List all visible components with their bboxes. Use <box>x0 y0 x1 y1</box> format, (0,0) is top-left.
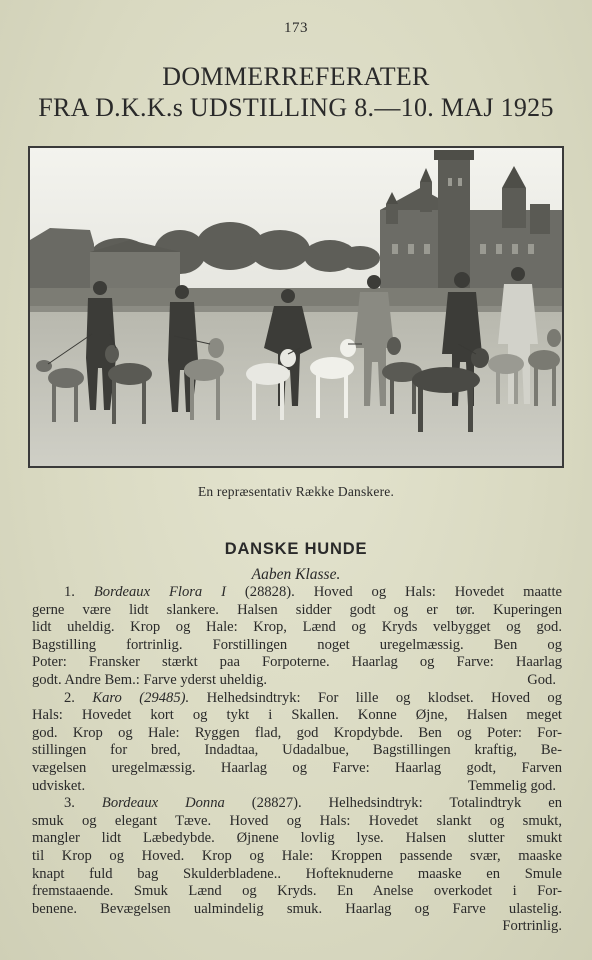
entry-2-first-line: 2. Karo (29485). Helhedsindtryk: For lille og klodset. Hoved og <box>64 689 562 706</box>
entry-1-first-line: 1. Bordeaux Flora I (28828). Hoved og Hals: Hovedet maatte <box>64 584 562 600</box>
entry-1-verdict: God. <box>527 671 556 688</box>
photo-caption: En repræsentativ Række Danskere. <box>197 484 395 499</box>
class-heading: Aaben Klasse. <box>251 566 341 583</box>
entry-2-verdict: Temmelig god. <box>467 777 556 794</box>
entry-2-last-line: udvisket. Temmelig god. <box>32 778 562 796</box>
page-subtitle: FRA D.K.K.s UDSTILLING 8.—10. MAJ 1925 <box>38 93 554 122</box>
entry-1-last-line: godt. Andre Bem.: Farve yderst uheldig. God. <box>32 672 562 690</box>
entry-3-text-line: fremstaaende. Smuk Lænd og Kryds. En Anelse overkodet i For- <box>32 883 562 900</box>
dog-name: Bordeaux Donna <box>101 795 225 812</box>
section-heading: DANSKE HUNDE <box>224 540 368 558</box>
entry-1-text-line: Bagstilling fortrinlig. Forstillingen noget uregelmæssig. Ben og <box>32 636 562 653</box>
entry-1-text-line: gerne være lidt slankere. Halsen sidder godt og er tør. Kuperingen <box>32 601 562 618</box>
dog-name: Karo (29485). <box>92 689 190 706</box>
entry-3-text-line: smuk og elegant Tæve. Hoved og Hals: Hovedet slankt og smukt, <box>32 812 562 829</box>
entry-3-first-line: 3. Bordeaux Donna (28827). Helhedsindtryk: Totalindtryk en <box>64 795 562 812</box>
page-number: 173 <box>284 20 308 36</box>
dog-name: Bordeaux Flora I <box>93 584 226 600</box>
entry-3-verdict: Fortrinlig. <box>502 918 562 935</box>
entry-2-text-line: stillingen for bred, Indadtaa, Udadalbue, Bagstillingen kraftig, Be- <box>32 742 562 759</box>
entry-3-text-line: knapt fuld bag Skulderbladene.. Hofteknuderne maaske en Smule <box>32 865 562 882</box>
entry-2-text-line: Hals: Hovedet kort og tykt i Skallen. Konne Øjne, Halsen meget <box>32 707 562 724</box>
entry-1-text-line: lidt uheldig. Krop og Hale: Krop, Lænd og Kryds velbygget og god. <box>32 619 562 636</box>
judge-report-text <box>32 584 562 936</box>
entry-3-text-line: mangler lidt Læbedybde. Øjnene lovlig lyse. Halsen slutter smukt <box>32 830 562 847</box>
entry-1-text-line: Poter: Fransker stærkt paa Forpoterne. Haarlag og Farve: Haarlag <box>32 654 562 671</box>
entry-2-text-line: vægelsen uregelmæssig. Haarlag og Farve: Haarlag godt, Farven <box>32 759 562 776</box>
entry-3-text-line: benene. Bevægelsen ualmindelig smuk. Haarlag og Farve ulastelig. <box>32 900 562 917</box>
entry-2-text-line: god. Krop og Hale: Ryggen flad, god Kropdybde. Ben og Poter: For- <box>32 724 562 741</box>
page-title: DOMMERREFERATER <box>162 62 430 91</box>
entry-3-text-line: til Krop og Hoved. Krop og Hale: Kroppen passende svær, maaske <box>32 847 562 864</box>
dog-show-photograph <box>28 146 564 468</box>
